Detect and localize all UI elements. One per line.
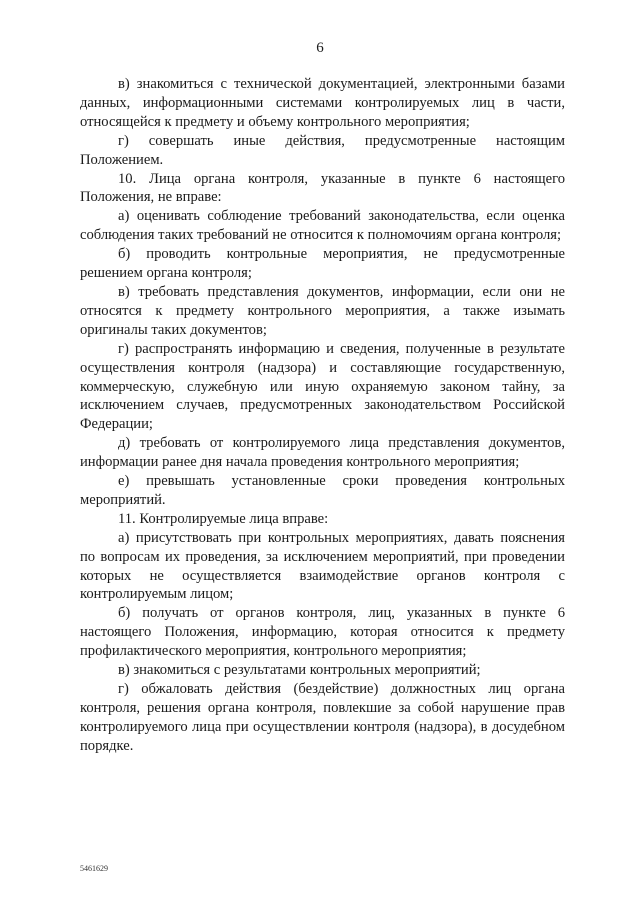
page-number: 6 xyxy=(316,40,324,56)
paragraph-e-exceed-deadlines: е) превышать установленные сроки проведения контрольных мероприятий. xyxy=(80,473,565,508)
document-code: 5461629 xyxy=(80,864,108,873)
paragraph-a-attend-activities: а) присутствовать при контрольных мероприятиях, давать пояснения по вопросам их проведения, за исключением мероприятий, при проведении которых не осуществляется взаимодействие органов контроля с контролируемым лицом; xyxy=(80,529,565,603)
paragraph-g-distribute-information: г) распространять информацию и сведения, полученные в результате осуществления контроля (надзора) и составляющие государственную, коммерческую, служебную или иную охраняемую законом тайну, за исключением случаев, предусмотренных законодательством Российской Федерации; xyxy=(80,340,565,433)
paragraph-10-heading: 10. Лица органа контроля, указанные в пункте 6 настоящего Положения, не вправе: xyxy=(80,170,565,206)
paragraph-a-evaluate-compliance: а) оценивать соблюдение требований законодательства, если оценка соблюдения таких требований не относится к полномочиям органа контроля; xyxy=(80,208,565,244)
paragraph-v-require-documents: в) требовать представления документов, информации, если они не относятся к предмету контрольного мероприятия, а также изымать оригиналы таких документов; xyxy=(80,283,565,338)
paragraph-g-appeal-actions: г) обжаловать действия (бездействие) должностных лиц органа контроля, решения органа контроля, повлекшие за собой нарушение прав контролируемого лица при осуществлении контроля (надзора), в досудебном порядке. xyxy=(80,681,565,754)
paragraph-v-familiarize-results: в) знакомиться с результатами контрольных мероприятий; xyxy=(118,662,481,679)
paragraph-d-require-before-date: д) требовать от контролируемого лица представления документов, информации ранее дня начала проведения контрольного мероприятия; xyxy=(80,435,565,471)
paragraph-v-familiarize-documentation: в) знакомиться с технической документацией, электронными базами данных, информационными системами контролируемых лиц в части, относящейся к предмету и объему контрольного мероприятия; xyxy=(80,76,565,130)
paragraph-11-heading: 11. Контролируемые лица вправе: xyxy=(118,510,329,527)
paragraph-g-other-actions: г) совершать иные действия, предусмотренные настоящим Положением. xyxy=(80,132,565,168)
document-body xyxy=(80,75,565,756)
paragraph-b-control-activities: б) проводить контрольные мероприятия, не предусмотренные решением органа контроля; xyxy=(80,246,565,282)
paragraph-b-receive-information: б) получать от органов контроля, лиц, указанных в пункте 6 настоящего Положения, информацию, которая относится к предмету профилактического мероприятия, контрольного мероприятия; xyxy=(80,605,565,660)
